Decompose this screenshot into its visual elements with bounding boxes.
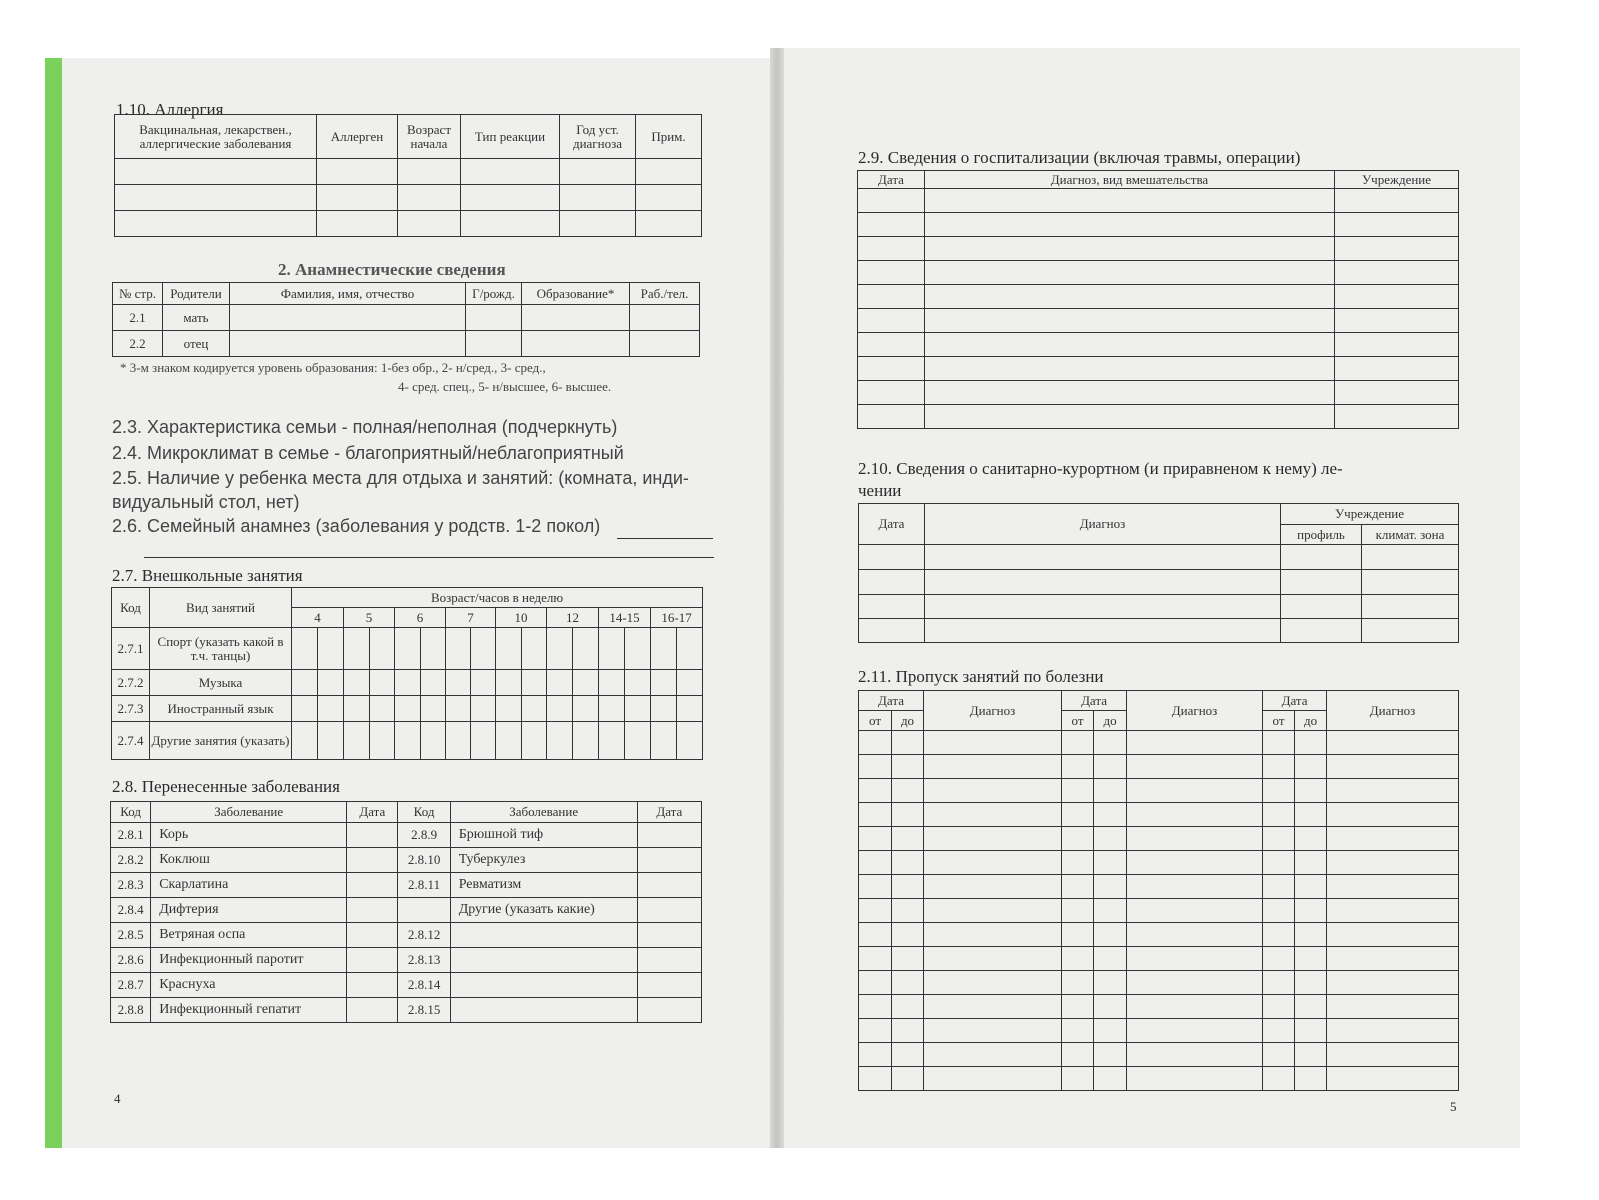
row-code-2: 2.8.14 [398, 973, 450, 998]
section-2-7-title: 2.7. Внешкольные занятия [112, 566, 303, 585]
sanatorium-header-date: Дата [859, 504, 925, 545]
section-2-9-title: 2.9. Сведения о госпитализации (включая травмы, операции) [858, 148, 1301, 167]
row-disease-2 [450, 973, 637, 998]
row-disease: Инфекционный гепатит [151, 998, 347, 1023]
section-2-10-title-line2: чении [858, 481, 902, 500]
age-col: 12 [547, 608, 599, 628]
anamnesis-header-work: Раб./тел. [630, 283, 700, 305]
absence-header-from: от [1062, 711, 1094, 731]
row-disease: Инфекционный паротит [151, 948, 347, 973]
row-code: 2.8.8 [111, 998, 151, 1023]
row-disease-2 [450, 998, 637, 1023]
row-code: 2.8.1 [111, 823, 151, 848]
page-gutter [770, 48, 784, 1148]
row-disease: Дифтерия [151, 898, 347, 923]
table-row[interactable] [859, 779, 1459, 803]
table-row[interactable] [113, 305, 700, 331]
row-code-2: 2.8.11 [398, 873, 450, 898]
activities-header-kind: Вид занятий [150, 588, 292, 628]
page-number-right: 5 [1450, 1099, 1457, 1114]
table-row[interactable] [859, 923, 1459, 947]
row-code-2: 2.8.12 [398, 923, 450, 948]
table-row[interactable] [859, 851, 1459, 875]
section-2-title: 2. Анамнестические сведения [278, 260, 506, 279]
item-2-4: 2.4. Микроклимат в семье - благоприятный/неблагоприятный [112, 443, 624, 463]
row-code: 2.7.2 [112, 670, 150, 696]
absence-header-diagnosis: Диагноз [1327, 691, 1459, 731]
table-row[interactable] [858, 261, 1459, 285]
anamnesis-header-name: Фамилия, имя, отчество [230, 283, 466, 305]
allergy-table [114, 114, 702, 237]
activities-header-age: Возраст/часов в неделю [292, 588, 703, 608]
section-1-10-title: 1.10. Аллергия [116, 100, 224, 119]
row-activity: Спорт (указать какой в т.ч. танцы) [150, 628, 292, 670]
age-col: 5 [344, 608, 395, 628]
table-row[interactable] [111, 823, 702, 848]
absence-header-date: Дата [1263, 691, 1327, 711]
anamnesis-header-education: Образование* [522, 283, 630, 305]
table-row[interactable] [858, 357, 1459, 381]
row-disease: Скарлатина [151, 873, 347, 898]
allergy-header-year: Год уст. диагноза [560, 115, 636, 159]
absence-header-diagnosis: Диагноз [1127, 691, 1263, 731]
item-2-5-line1: 2.5. Наличие у ребенка места для отдыха и занятий: (комната, инди- [112, 468, 689, 488]
row-code: 2.2 [113, 331, 163, 357]
table-row[interactable] [112, 696, 703, 722]
absence-header-to: до [1094, 711, 1127, 731]
table-row[interactable] [859, 731, 1459, 755]
row-code-2: 2.8.13 [398, 948, 450, 973]
fill-line[interactable] [144, 557, 714, 558]
anamnesis-table [112, 282, 700, 357]
table-row[interactable] [859, 1067, 1459, 1091]
age-col: 6 [395, 608, 446, 628]
table-row[interactable] [859, 595, 1459, 619]
row-disease-2: Туберкулез [450, 848, 637, 873]
absence-header-to: до [892, 711, 924, 731]
row-activity: Иностранный язык [150, 696, 292, 722]
absence-header-from: от [859, 711, 892, 731]
table-row[interactable] [111, 973, 702, 998]
diseases-header-date: Дата [347, 802, 398, 823]
table-row[interactable] [859, 899, 1459, 923]
table-row[interactable] [112, 722, 703, 760]
activities-header-code: Код [112, 588, 150, 628]
row-code: 2.7.3 [112, 696, 150, 722]
row-code: 2.8.2 [111, 848, 151, 873]
absence-table [858, 690, 1459, 1091]
hosp-header-institution: Учреждение [1335, 171, 1459, 189]
section-2-11-title: 2.11. Пропуск занятий по болезни [858, 667, 1104, 686]
diseases-header-code: Код [111, 802, 151, 823]
row-disease: Ветряная оспа [151, 923, 347, 948]
table-row[interactable] [858, 405, 1459, 429]
row-code: 2.8.7 [111, 973, 151, 998]
row-disease-2: Брюшной тиф [450, 823, 637, 848]
row-disease: Коклюш [151, 848, 347, 873]
table-row[interactable] [859, 875, 1459, 899]
sanatorium-header-profile: профиль [1281, 525, 1362, 545]
table-row[interactable] [859, 1043, 1459, 1067]
table-row[interactable] [115, 211, 702, 237]
activities-table [111, 587, 703, 760]
table-row[interactable] [859, 545, 1459, 570]
table-row[interactable] [859, 971, 1459, 995]
allergy-header-note: Прим. [636, 115, 702, 159]
anamnesis-header-no: № стр. [113, 283, 163, 305]
absence-header-diagnosis: Диагноз [924, 691, 1062, 731]
anamnesis-header-parents: Родители [163, 283, 230, 305]
education-footnote-1: * 3-м знаком кодируется уровень образования: 1-без обр., 2- н/сред., 3- сред., [120, 360, 546, 375]
age-col: 16-17 [651, 608, 703, 628]
sanatorium-header-zone: климат. зона [1362, 525, 1459, 545]
table-row[interactable] [111, 948, 702, 973]
age-col: 4 [292, 608, 344, 628]
table-row[interactable] [111, 923, 702, 948]
absence-header-date: Дата [859, 691, 924, 711]
table-row[interactable] [111, 873, 702, 898]
age-col: 14-15 [599, 608, 651, 628]
education-footnote-2: 4- сред. спец., 5- н/высшее, 6- высшее. [398, 379, 612, 394]
row-disease-2: Другие (указать какие) [450, 898, 637, 923]
table-row[interactable] [859, 755, 1459, 779]
page-number-left: 4 [114, 1091, 121, 1106]
row-code: 2.7.1 [112, 628, 150, 670]
row-parent: отец [163, 331, 230, 357]
table-row[interactable] [858, 189, 1459, 213]
anamnesis-header-birth: Г/рожд. [466, 283, 522, 305]
table-row[interactable] [859, 827, 1459, 851]
table-row[interactable] [858, 213, 1459, 237]
sanatorium-table [858, 503, 1459, 643]
row-code-2: 2.8.10 [398, 848, 450, 873]
section-2-10-title-line1: 2.10. Сведения о санитарно-курортном (и приравненом к нему) ле- [858, 459, 1343, 478]
table-row[interactable] [858, 381, 1459, 405]
row-code: 2.8.3 [111, 873, 151, 898]
table-row[interactable] [858, 237, 1459, 261]
table-row[interactable] [859, 803, 1459, 827]
table-row[interactable] [858, 333, 1459, 357]
table-row[interactable] [859, 995, 1459, 1019]
diseases-header-code-2: Код [398, 802, 450, 823]
absence-header-date: Дата [1062, 691, 1127, 711]
table-row[interactable] [115, 159, 702, 185]
absence-header-from: от [1263, 711, 1295, 731]
sanatorium-header-institution: Учреждение [1281, 504, 1459, 525]
table-row[interactable] [859, 619, 1459, 643]
row-disease: Краснуха [151, 973, 347, 998]
diseases-table [110, 801, 702, 1023]
allergy-header-disease: Вакцинальная, лекарствен., аллергические заболевания [115, 115, 317, 159]
fill-line[interactable] [617, 538, 713, 539]
sanatorium-header-diagnosis: Диагноз [925, 504, 1281, 545]
table-row[interactable] [113, 331, 700, 357]
hosp-header-diagnosis: Диагноз, вид вмешательства [925, 171, 1335, 189]
section-2-8-title: 2.8. Перенесенные заболевания [112, 777, 340, 796]
allergy-header-reaction: Тип реакции [461, 115, 560, 159]
row-code-2: 2.8.15 [398, 998, 450, 1023]
diseases-header-disease: Заболевание [151, 802, 347, 823]
row-code: 2.1 [113, 305, 163, 331]
absence-header-to: до [1295, 711, 1327, 731]
table-row[interactable] [858, 285, 1459, 309]
row-code: 2.8.5 [111, 923, 151, 948]
row-disease: Корь [151, 823, 347, 848]
row-disease-2: Ревматизм [450, 873, 637, 898]
hospitalization-table [857, 170, 1459, 429]
diseases-header-disease-2: Заболевание [450, 802, 637, 823]
table-row[interactable] [111, 998, 702, 1023]
diseases-header-date-2: Дата [637, 802, 701, 823]
table-row[interactable] [112, 670, 703, 696]
allergy-header-age: Возраст начала [398, 115, 461, 159]
table-row[interactable] [115, 185, 702, 211]
table-row[interactable] [859, 1019, 1459, 1043]
hosp-header-date: Дата [858, 171, 925, 189]
item-2-6: 2.6. Семейный анамнез (заболевания у родств. 1-2 покол) [112, 516, 601, 536]
row-activity: Другие занятия (указать) [150, 722, 292, 760]
row-code: 2.7.4 [112, 722, 150, 760]
table-row[interactable] [111, 898, 702, 923]
row-disease-2 [450, 923, 637, 948]
age-col: 7 [446, 608, 496, 628]
table-row[interactable] [859, 947, 1459, 971]
row-activity: Музыка [150, 670, 292, 696]
row-code-2: 2.8.9 [398, 823, 450, 848]
row-code: 2.8.4 [111, 898, 151, 923]
allergy-header-allergen: Аллерген [317, 115, 398, 159]
age-col: 10 [496, 608, 547, 628]
row-code: 2.8.6 [111, 948, 151, 973]
table-row[interactable] [111, 848, 702, 873]
row-code-2 [398, 898, 450, 923]
row-disease-2 [450, 948, 637, 973]
table-row[interactable] [858, 309, 1459, 333]
item-2-5-line2: видуальный стол, нет) [112, 492, 300, 512]
table-row[interactable] [859, 570, 1459, 595]
table-row[interactable] [112, 628, 703, 670]
item-2-3: 2.3. Характеристика семьи - полная/неполная (подчеркнуть) [112, 417, 618, 437]
row-parent: мать [163, 305, 230, 331]
